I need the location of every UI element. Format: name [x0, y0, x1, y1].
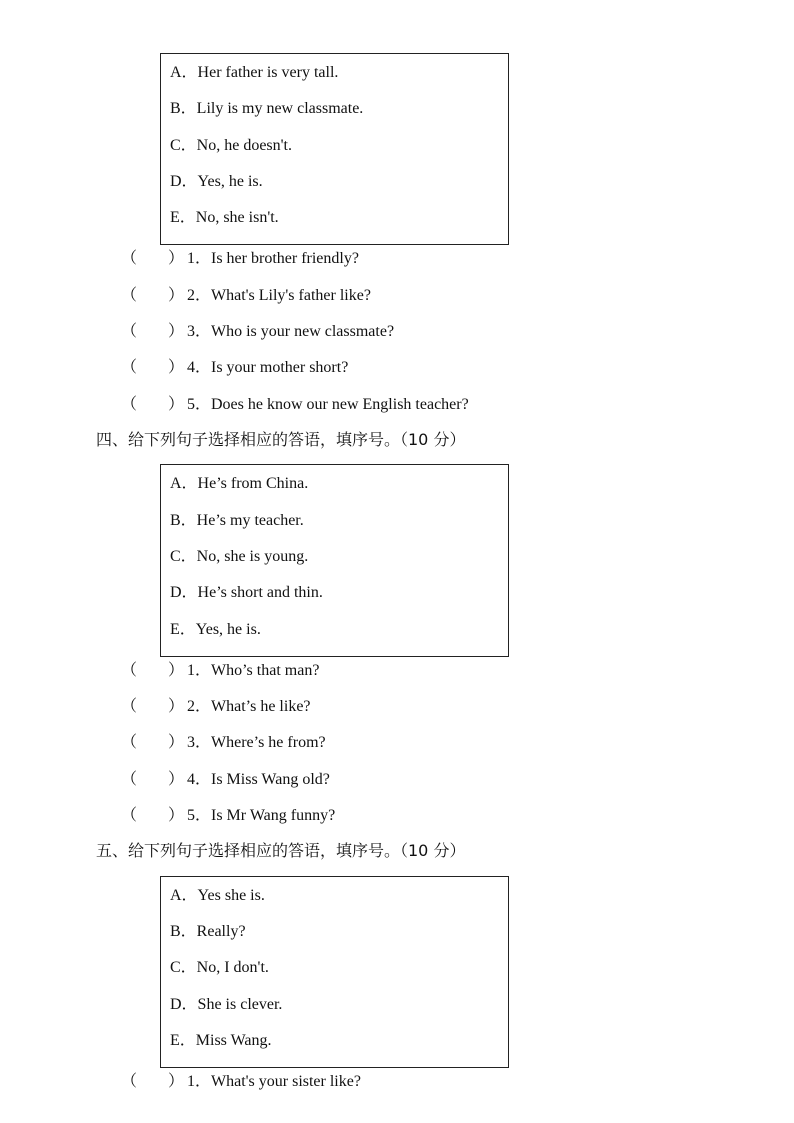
- option-e: E．Miss Wang.: [170, 1032, 272, 1049]
- answer-blank-close: ）: [168, 771, 185, 788]
- answer-blank-open[interactable]: （: [121, 771, 138, 788]
- question-text: 1．Is her brother friendly?: [187, 250, 359, 267]
- question-text: 5．Does he know our new English teacher?: [187, 396, 469, 413]
- answer-blank-open[interactable]: （: [121, 323, 138, 340]
- section-heading-5: 五、给下列句子选择相应的答语，填序号。（10 分）: [96, 841, 466, 860]
- options-box-section4: [160, 464, 509, 657]
- option-e: E．Yes, he is.: [170, 621, 261, 638]
- question-text: 1．What's your sister like?: [187, 1073, 361, 1090]
- options-box-section3: [160, 53, 509, 245]
- answer-blank-open[interactable]: （: [121, 698, 138, 715]
- answer-blank-open[interactable]: （: [121, 734, 138, 751]
- option-c: C．No, she is young.: [170, 548, 309, 565]
- answer-blank-open[interactable]: （: [121, 250, 138, 267]
- answer-blank-close: ）: [168, 359, 185, 376]
- answer-blank-open[interactable]: （: [121, 807, 138, 824]
- option-b: B．He’s my teacher.: [170, 512, 304, 529]
- answer-blank-open[interactable]: （: [121, 662, 138, 679]
- option-a: A．He’s from China.: [170, 475, 309, 492]
- option-d: D．Yes, he is.: [170, 173, 263, 190]
- answer-blank-close: ）: [168, 287, 185, 304]
- option-d: D．He’s short and thin.: [170, 584, 323, 601]
- question-text: 3．Who is your new classmate?: [187, 323, 395, 340]
- option-a: A．Yes she is.: [170, 887, 265, 904]
- question-text: 4．Is your mother short?: [187, 359, 349, 376]
- answer-blank-close: ）: [168, 734, 185, 751]
- answer-blank-open[interactable]: （: [121, 396, 138, 413]
- question-text: 3．Where’s he from?: [187, 734, 326, 751]
- answer-blank-close: ）: [168, 396, 185, 413]
- question-text: 1．Who’s that man?: [187, 662, 320, 679]
- option-c: C．No, he doesn't.: [170, 137, 292, 154]
- answer-blank-close: ）: [168, 698, 185, 715]
- answer-blank-open[interactable]: （: [121, 287, 138, 304]
- options-box-section5: [160, 876, 509, 1068]
- answer-blank-close: ）: [168, 662, 185, 679]
- option-b: B．Really?: [170, 923, 246, 940]
- option-e: E．No, she isn't.: [170, 209, 279, 226]
- section-heading-4: 四、给下列句子选择相应的答语，填序号。（10 分）: [96, 430, 466, 449]
- answer-blank-close: ）: [168, 250, 185, 267]
- answer-blank-close: ）: [168, 1073, 185, 1090]
- option-b: B．Lily is my new classmate.: [170, 100, 364, 117]
- answer-blank-close: ）: [168, 807, 185, 824]
- answer-blank-open[interactable]: （: [121, 359, 138, 376]
- question-text: 2．What’s he like?: [187, 698, 311, 715]
- answer-blank-close: ）: [168, 323, 185, 340]
- question-text: 4．Is Miss Wang old?: [187, 771, 330, 788]
- option-d: D．She is clever.: [170, 996, 283, 1013]
- answer-blank-open[interactable]: （: [121, 1073, 138, 1090]
- question-text: 5．Is Mr Wang funny?: [187, 807, 336, 824]
- option-a: A．Her father is very tall.: [170, 64, 339, 81]
- option-c: C．No, I don't.: [170, 959, 269, 976]
- question-text: 2．What's Lily's father like?: [187, 287, 371, 304]
